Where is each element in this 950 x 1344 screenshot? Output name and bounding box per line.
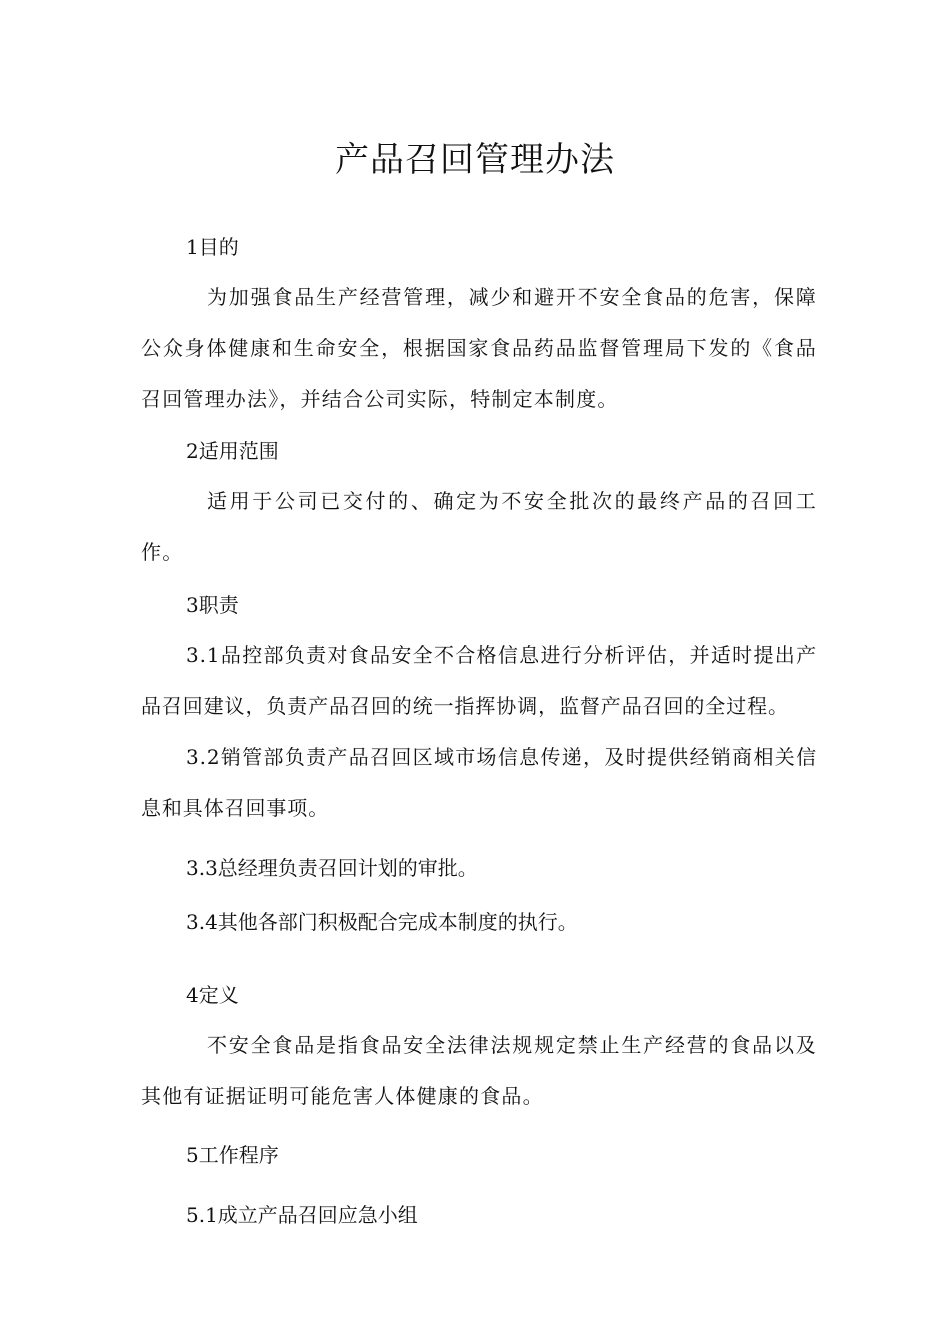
- section-4-paragraph: 不安全食品是指食品安全法律法规规定禁止生产经营的食品以及其他有证据证明可能危害人体健康的食品。: [141, 1033, 817, 1108]
- section-5-heading: 5工作程序: [186, 1143, 279, 1167]
- section-2-heading: 2适用范围: [186, 439, 279, 463]
- section-3-item-4: 3.4其他各部门积极配合完成本制度的执行。: [186, 910, 578, 934]
- document-title: 产品召回管理办法: [335, 140, 615, 180]
- section-3-item-3: 3.3总经理负责召回计划的审批。: [186, 856, 478, 880]
- section-3-heading: 3职责: [186, 593, 239, 617]
- section-3-item-1: 3.1品控部负责对食品安全不合格信息进行分析评估，并适时提出产品召回建议，负责产品召回的统一指挥协调，监督产品召回的全过程。: [141, 643, 817, 718]
- section-4-heading: 4定义: [186, 983, 239, 1007]
- section-2-paragraph: 适用于公司已交付的、确定为不安全批次的最终产品的召回工作。: [141, 489, 817, 564]
- section-3-item-2: 3.2销管部负责产品召回区域市场信息传递，及时提供经销商相关信息和具体召回事项。: [141, 745, 817, 820]
- section-5-item-1: 5.1成立产品召回应急小组: [186, 1203, 418, 1227]
- section-1-paragraph: 为加强食品生产经营管理，减少和避开不安全食品的危害，保障公众身体健康和生命安全，根据国家食品药品监督管理局下发的《食品召回管理办法》，并结合公司实际，特制定本制度。: [141, 285, 817, 411]
- section-1-heading: 1目的: [186, 235, 239, 259]
